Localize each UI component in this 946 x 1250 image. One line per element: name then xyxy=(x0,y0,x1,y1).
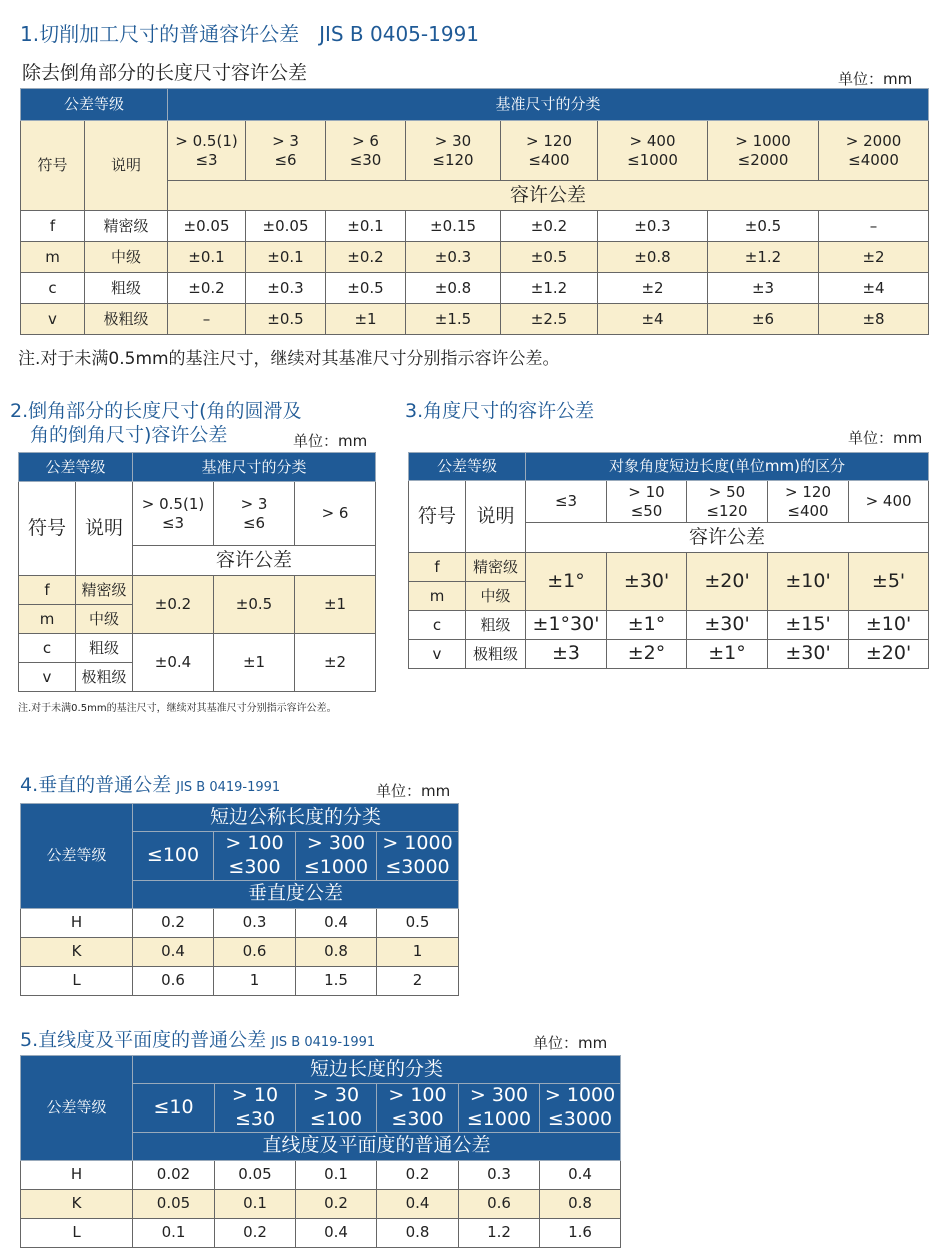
tolerance-value: 0.6 xyxy=(214,937,296,966)
grade-desc: 精密级 xyxy=(466,553,526,582)
tolerance-value: ±0.1 xyxy=(326,211,406,242)
grade-symbol: L xyxy=(21,966,133,995)
tolerance-value: ±8 xyxy=(819,304,929,335)
table-row xyxy=(409,453,929,481)
tolerance-value: ±1 xyxy=(214,634,295,692)
tolerance-value: ±2.5 xyxy=(501,304,598,335)
tolerance-value: ±2 xyxy=(819,242,929,273)
table-row xyxy=(21,937,459,966)
grade-symbol: K xyxy=(21,1189,133,1218)
tolerance-value: ±1 xyxy=(326,304,406,335)
tolerance-value: 0.8 xyxy=(296,937,377,966)
tolerance-value: ±6 xyxy=(708,304,819,335)
grade-header: 公差等级 xyxy=(409,453,526,481)
chamfer-tolerance-table xyxy=(18,452,376,692)
tolerance-value: ±3 xyxy=(708,273,819,304)
tolerance-header: 直线度及平面度的普通公差 xyxy=(133,1132,621,1160)
tolerance-value: ±1 xyxy=(295,576,376,634)
range-header: ≤10 xyxy=(133,1084,215,1133)
tolerance-value: ±30' xyxy=(768,640,849,669)
range-header: > 3 ≤6 xyxy=(246,121,326,181)
tolerance-value: 0.6 xyxy=(459,1189,540,1218)
tolerance-header: 容许公差 xyxy=(133,546,376,576)
table-row xyxy=(21,804,459,832)
grade-desc: 中级 xyxy=(466,582,526,611)
section4-heading xyxy=(20,770,280,797)
range-header: > 120 ≤400 xyxy=(768,481,849,523)
tolerance-value: ±1.2 xyxy=(708,242,819,273)
tolerance-value: 0.2 xyxy=(377,1160,459,1189)
class-header: 基准尺寸的分类 xyxy=(168,89,929,121)
table-row xyxy=(21,908,459,937)
tolerance-value: ±10' xyxy=(768,553,849,611)
class-header: 短边长度的分类 xyxy=(133,1056,621,1084)
table-row xyxy=(21,242,929,273)
table-row xyxy=(409,640,929,669)
tolerance-value: ±1.2 xyxy=(501,273,598,304)
tolerance-value: ±0.2 xyxy=(168,273,246,304)
grade-header: 公差等级 xyxy=(21,804,133,909)
table-row xyxy=(21,211,929,242)
tolerance-value: 1.2 xyxy=(459,1218,540,1247)
tolerance-value: ±0.5 xyxy=(708,211,819,242)
grade-desc: 中级 xyxy=(76,605,133,634)
tolerance-value: ±1° xyxy=(687,640,768,669)
range-header: > 10 ≤30 xyxy=(215,1084,296,1133)
table-row xyxy=(21,89,929,121)
table-row xyxy=(19,482,376,546)
tolerance-value: ±30' xyxy=(687,611,768,640)
tolerance-header: 垂直度公差 xyxy=(133,880,459,908)
table-row xyxy=(21,304,929,335)
tolerance-value: 1 xyxy=(377,937,459,966)
tolerance-value: 0.4 xyxy=(540,1160,621,1189)
tolerance-value: 2 xyxy=(377,966,459,995)
range-header: > 100 ≤300 xyxy=(214,832,296,881)
symbol-header: 符号 xyxy=(21,121,85,211)
table-row xyxy=(21,1160,621,1189)
section4-unit: 单位：mm xyxy=(376,782,451,800)
section5-title: 5.直线度及平面度的普通公差 xyxy=(20,1029,267,1051)
tolerance-value: ±2 xyxy=(295,634,376,692)
tolerance-value: ±4 xyxy=(598,304,708,335)
tolerance-value: 0.4 xyxy=(377,1189,459,1218)
table-row xyxy=(409,611,929,640)
tolerance-value: ±0.1 xyxy=(168,242,246,273)
tolerance-value: 0.8 xyxy=(377,1218,459,1247)
table-row xyxy=(19,576,376,605)
tolerance-value: ±15' xyxy=(768,611,849,640)
grade-symbol: L xyxy=(21,1218,133,1247)
straightness-flatness-table xyxy=(20,1055,621,1248)
section2-note: 注.对于未满0.5mm的基注尺寸，继续对其基准尺寸分别指示容许公差。 xyxy=(18,703,337,714)
symbol-header: 符号 xyxy=(19,482,76,576)
tolerance-value: ±0.3 xyxy=(406,242,501,273)
grade-header: 公差等级 xyxy=(21,1056,133,1161)
tolerance-value: 0.2 xyxy=(296,1189,377,1218)
grade-symbol: v xyxy=(19,663,76,692)
tolerance-value: 0.1 xyxy=(133,1218,215,1247)
tolerance-value: ±3 xyxy=(526,640,607,669)
tolerance-value: ±2° xyxy=(607,640,687,669)
grade-symbol: v xyxy=(409,640,466,669)
tolerance-value: ±0.2 xyxy=(326,242,406,273)
table-row xyxy=(21,273,929,304)
tolerance-value: 0.6 xyxy=(133,966,214,995)
tolerance-value: 0.05 xyxy=(133,1189,215,1218)
tolerance-value: ±0.1 xyxy=(246,242,326,273)
general-tolerance-table xyxy=(20,88,929,335)
tolerance-value: ±20' xyxy=(687,553,768,611)
tolerance-value: 0.2 xyxy=(133,908,214,937)
section1-unit: 单位：mm xyxy=(838,70,913,88)
perpendicularity-table xyxy=(20,803,459,996)
range-header: > 1000 ≤2000 xyxy=(708,121,819,181)
tolerance-value: 0.05 xyxy=(215,1160,296,1189)
table-row xyxy=(21,1056,621,1084)
tolerance-value: ±1° xyxy=(607,611,687,640)
tolerance-value: 0.5 xyxy=(377,908,459,937)
tolerance-value: ±0.5 xyxy=(214,576,295,634)
section3-unit: 单位：mm xyxy=(848,429,923,447)
grade-symbol: K xyxy=(21,937,133,966)
tolerance-value: 0.8 xyxy=(540,1189,621,1218)
tolerance-header: 容许公差 xyxy=(168,181,929,211)
section2-unit: 单位：mm xyxy=(293,432,368,450)
tolerance-value: ±10' xyxy=(849,611,929,640)
grade-symbol: c xyxy=(21,273,85,304)
grade-header: 公差等级 xyxy=(19,453,133,482)
tolerance-value: ±0.8 xyxy=(406,273,501,304)
table-row xyxy=(409,553,929,582)
grade-symbol: H xyxy=(21,1160,133,1189)
grade-symbol: v xyxy=(21,304,85,335)
tolerance-value: ±2 xyxy=(598,273,708,304)
desc-header: 说明 xyxy=(76,482,133,576)
section5-unit: 单位：mm xyxy=(533,1034,608,1052)
tolerance-value: 0.1 xyxy=(296,1160,377,1189)
symbol-header: 符号 xyxy=(409,481,466,553)
range-header: ≤3 xyxy=(526,481,607,523)
range-header: > 0.5(1) ≤3 xyxy=(133,482,214,546)
grade-symbol: m xyxy=(21,242,85,273)
section1-title: 1.切削加工尺寸的普通容许公差 JIS B 0405-1991 xyxy=(20,22,480,46)
grade-symbol: m xyxy=(19,605,76,634)
class-header: 对象角度短边长度(单位mm)的区分 xyxy=(526,453,929,481)
table-row xyxy=(21,966,459,995)
range-header: > 400 xyxy=(849,481,929,523)
grade-desc: 极粗级 xyxy=(76,663,133,692)
table-row xyxy=(21,1218,621,1247)
desc-header: 说明 xyxy=(85,121,168,211)
tolerance-value: 1 xyxy=(214,966,296,995)
grade-desc: 极粗级 xyxy=(85,304,168,335)
table-row xyxy=(21,1189,621,1218)
grade-desc: 中级 xyxy=(85,242,168,273)
tolerance-value: ±0.2 xyxy=(133,576,214,634)
tolerance-value: ±5' xyxy=(849,553,929,611)
table-row xyxy=(19,634,376,663)
range-header: > 0.5(1) ≤3 xyxy=(168,121,246,181)
tolerance-value: 0.4 xyxy=(296,908,377,937)
section1-subtitle: 除去倒角部分的长度尺寸容许公差 xyxy=(22,62,308,84)
grade-symbol: f xyxy=(21,211,85,242)
range-header: > 120 ≤400 xyxy=(501,121,598,181)
grade-symbol: c xyxy=(19,634,76,663)
grade-desc: 精密级 xyxy=(85,211,168,242)
angle-tolerance-table xyxy=(408,452,929,669)
tolerance-value: ±0.4 xyxy=(133,634,214,692)
section4-standard: JIS B 0419-1991 xyxy=(176,780,281,795)
tolerance-value: ±0.3 xyxy=(246,273,326,304)
range-header: > 100 ≤300 xyxy=(377,1084,459,1133)
tolerance-value: 0.2 xyxy=(215,1218,296,1247)
table-row xyxy=(19,453,376,482)
tolerance-value: ±0.15 xyxy=(406,211,501,242)
tolerance-value: ±30' xyxy=(607,553,687,611)
range-header: > 6 ≤30 xyxy=(326,121,406,181)
tolerance-value: ±0.5 xyxy=(501,242,598,273)
tolerance-value: 0.02 xyxy=(133,1160,215,1189)
tolerance-value: ±1° xyxy=(526,553,607,611)
range-header: > 400 ≤1000 xyxy=(598,121,708,181)
tolerance-value: ±0.5 xyxy=(246,304,326,335)
range-header: > 1000 ≤3000 xyxy=(540,1084,621,1133)
tolerance-value: ±4 xyxy=(819,273,929,304)
tolerance-value: – xyxy=(168,304,246,335)
grade-symbol: f xyxy=(19,576,76,605)
tolerance-value: ±0.5 xyxy=(326,273,406,304)
grade-symbol: H xyxy=(21,908,133,937)
tolerance-value: 0.4 xyxy=(133,937,214,966)
grade-desc: 粗级 xyxy=(76,634,133,663)
tolerance-value: ±0.05 xyxy=(168,211,246,242)
class-header: 基准尺寸的分类 xyxy=(133,453,376,482)
tolerance-value: ±1°30' xyxy=(526,611,607,640)
range-header: > 30 ≤120 xyxy=(406,121,501,181)
grade-symbol: m xyxy=(409,582,466,611)
table-row xyxy=(21,121,929,181)
tolerance-value: ±0.05 xyxy=(246,211,326,242)
tolerance-value: ±1.5 xyxy=(406,304,501,335)
range-header: ≤100 xyxy=(133,832,214,881)
grade-desc: 粗级 xyxy=(466,611,526,640)
tolerance-value: 1.5 xyxy=(296,966,377,995)
range-header: > 300 ≤1000 xyxy=(296,832,377,881)
range-header: > 50 ≤120 xyxy=(687,481,768,523)
range-header: > 2000 ≤4000 xyxy=(819,121,929,181)
range-header: > 6 xyxy=(295,482,376,546)
table-row xyxy=(409,481,929,523)
tolerance-value: 1.6 xyxy=(540,1218,621,1247)
section3-title: 3.角度尺寸的容许公差 xyxy=(405,400,595,422)
desc-header: 说明 xyxy=(466,481,526,553)
grade-desc: 粗级 xyxy=(85,273,168,304)
tolerance-value: 0.3 xyxy=(459,1160,540,1189)
grade-symbol: f xyxy=(409,553,466,582)
tolerance-value: ±0.3 xyxy=(598,211,708,242)
section2-title-line1: 2.倒角部分的长度尺寸(角的圆滑及 xyxy=(10,400,302,422)
grade-header: 公差等级 xyxy=(21,89,168,121)
tolerance-value: – xyxy=(819,211,929,242)
tolerance-value: 0.1 xyxy=(215,1189,296,1218)
range-header: > 1000 ≤3000 xyxy=(377,832,459,881)
range-header: > 30 ≤100 xyxy=(296,1084,377,1133)
section5-heading xyxy=(20,1025,375,1052)
section5-standard: JIS B 0419-1991 xyxy=(271,1035,376,1050)
tolerance-value: ±0.2 xyxy=(501,211,598,242)
section1-note: 注.对于未满0.5mm的基注尺寸，继续对其基准尺寸分别指示容许公差。 xyxy=(18,349,560,369)
grade-symbol: c xyxy=(409,611,466,640)
tolerance-value: ±20' xyxy=(849,640,929,669)
range-header: > 300 ≤1000 xyxy=(459,1084,540,1133)
tolerance-header: 容许公差 xyxy=(526,523,929,553)
grade-desc: 精密级 xyxy=(76,576,133,605)
range-header: > 3 ≤6 xyxy=(214,482,295,546)
class-header: 短边公称长度的分类 xyxy=(133,804,459,832)
tolerance-value: 0.4 xyxy=(296,1218,377,1247)
section4-title: 4.垂直的普通公差 xyxy=(20,774,172,796)
tolerance-value: 0.3 xyxy=(214,908,296,937)
grade-desc: 极粗级 xyxy=(466,640,526,669)
section2-title-line2: 角的倒角尺寸)容许公差 xyxy=(30,424,228,446)
tolerance-value: ±0.8 xyxy=(598,242,708,273)
range-header: > 10 ≤50 xyxy=(607,481,687,523)
